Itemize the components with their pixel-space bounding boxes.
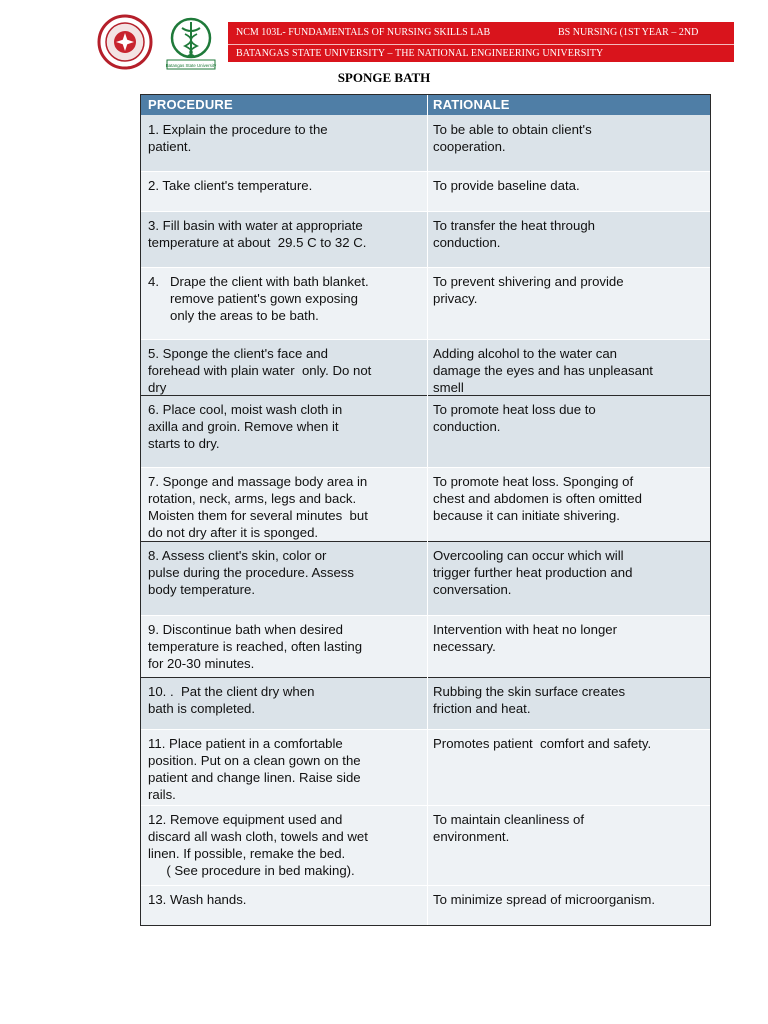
rationale-cell [428,683,710,717]
procedure-line: body temperature. [148,582,256,597]
procedure-line: pulse during the procedure. Assess [148,565,354,580]
row-divider [141,211,710,212]
rationale-cell [428,621,710,655]
procedure-line: 12. Remove equipment used and [148,812,343,827]
procedure-cell [141,401,427,452]
procedure-cell [141,621,427,672]
procedure-cell [141,683,427,717]
rationale-line: To be able to obtain client's [433,122,592,137]
procedure-line: Moisten them for several minutes but [148,508,368,523]
rationale-cell [428,811,710,845]
column-divider [427,95,428,925]
procedure-line: linen. If possible, remake the bed. [148,846,346,861]
row-divider [141,677,710,678]
logo-caption: Batangas State University [165,63,217,68]
procedure-table [140,94,711,926]
university-name: BATANGAS STATE UNIVERSITY – THE NATIONAL ENGINEERING UNIVERSITY [236,48,604,59]
rationale-line: environment. [433,829,510,844]
procedure-line: for 20-30 minutes. [148,656,255,671]
rationale-cell [428,547,710,598]
procedure-line: rotation, neck, arms, legs and back. [148,491,357,506]
row-divider [141,267,710,268]
rationale-cell [428,891,710,908]
page-title: SPONGE BATH [337,70,431,85]
procedure-line: 9. Discontinue bath when desired [148,622,344,637]
rationale-line: Intervention with heat no longer [433,622,618,637]
rationale-line: trigger further heat production and [433,565,633,580]
rationale-cell [428,273,710,307]
rationale-line: Rubbing the skin surface creates [433,684,626,699]
rationale-line: To transfer the heat through [433,218,596,233]
rationale-line: To maintain cleanliness of [433,812,585,827]
procedure-line: 11. Place patient in a comfortable [148,736,343,751]
rationale-line: To prevent shivering and provide [433,274,624,289]
rationale-cell [428,735,710,752]
table-header [141,95,710,115]
procedure-line: 8. Assess client's skin, color or [148,548,327,563]
procedure-line: 2. Take client's temperature. [148,178,313,193]
procedure-line: dry [148,380,167,395]
course-title: NCM 103L- FUNDAMENTALS OF NURSING SKILLS LAB [236,27,491,38]
procedure-line: 3. Fill basin with water at appropriate [148,218,363,233]
procedure-line: 13. Wash hands. [148,892,247,907]
rationale-line: To promote heat loss. Sponging of [433,474,634,489]
row-divider [141,171,710,172]
procedure-cell [141,217,427,251]
procedure-cell [141,473,427,541]
rationale-line: conversation. [433,582,512,597]
header-banner [228,22,734,62]
rationale-line: privacy. [433,291,478,306]
procedure-line: rails. [148,787,176,802]
procedure-cell [141,121,427,155]
procedure-cell [141,891,427,908]
procedure-line: 7. Sponge and massage body area in [148,474,368,489]
rationale-line: friction and heat. [433,701,531,716]
procedure-cell [141,345,427,396]
procedure-cell [141,811,427,879]
procedure-line: 5. Sponge the client's face and [148,346,328,361]
procedure-cell [141,547,427,598]
procedure-line: temperature at about 29.5 C to 32 C. [148,235,367,250]
procedure-line: only the areas to be bath. [148,308,319,323]
header-procedure: PROCEDURE [148,97,233,112]
procedure-line: position. Put on a clean gown on the [148,753,361,768]
procedure-line: 10. . Pat the client dry when [148,684,315,699]
banner-divider [228,44,734,45]
rationale-line: cooperation. [433,139,506,154]
rationale-line: necessary. [433,639,496,654]
procedure-line: patient and change linen. Raise side [148,770,361,785]
procedure-cell [141,735,427,803]
program-label: BS NURSING (1ST YEAR – 2ND [558,27,699,38]
rationale-cell [428,217,710,251]
rationale-line: chest and abdomen is often omitted [433,491,642,506]
rationale-line: because it can initiate shivering. [433,508,620,523]
procedure-line: 6. Place cool, moist wash cloth in [148,402,343,417]
rationale-line: damage the eyes and has unpleasant [433,363,653,378]
row-divider [141,541,710,542]
row-divider [141,805,710,806]
batangas-state-university-seal-icon [94,14,156,70]
rationale-line: conduction. [433,419,501,434]
rationale-line: Adding alcohol to the water can [433,346,618,361]
rationale-line: Overcooling can occur which will [433,548,624,563]
rationale-line: smell [433,380,464,395]
rationale-line: To provide baseline data. [433,178,580,193]
procedure-line: ( See procedure in bed making). [148,863,355,878]
rationale-cell [428,473,710,524]
rationale-cell [428,345,710,396]
procedure-line: starts to dry. [148,436,220,451]
rationale-line: Promotes patient comfort and safety. [433,736,652,751]
row-divider [141,395,710,396]
procedure-line: axilla and groin. Remove when it [148,419,339,434]
rationale-cell [428,121,710,155]
procedure-line: do not dry after it is sponged. [148,525,319,540]
caduceus-emblem-icon [160,16,222,72]
procedure-line: 1. Explain the procedure to the [148,122,328,137]
row-divider [141,885,710,886]
rationale-cell [428,177,710,194]
row-divider [141,467,710,468]
procedure-line: patient. [148,139,192,154]
rationale-line: conduction. [433,235,501,250]
header-rationale: RATIONALE [433,97,510,112]
row-divider [141,615,710,616]
procedure-line: forehead with plain water only. Do not [148,363,372,378]
procedure-line: discard all wash cloth, towels and wet [148,829,368,844]
procedure-cell [141,177,427,194]
row-divider [141,339,710,340]
rationale-cell [428,401,710,435]
procedure-line: remove patient's gown exposing [148,291,358,306]
procedure-cell [141,273,427,324]
procedure-line: 4. Drape the client with bath blanket. [148,274,369,289]
rationale-line: To minimize spread of microorganism. [433,892,656,907]
row-divider [141,729,710,730]
procedure-line: temperature is reached, often lasting [148,639,363,654]
rationale-line: To promote heat loss due to [433,402,596,417]
procedure-line: bath is completed. [148,701,256,716]
